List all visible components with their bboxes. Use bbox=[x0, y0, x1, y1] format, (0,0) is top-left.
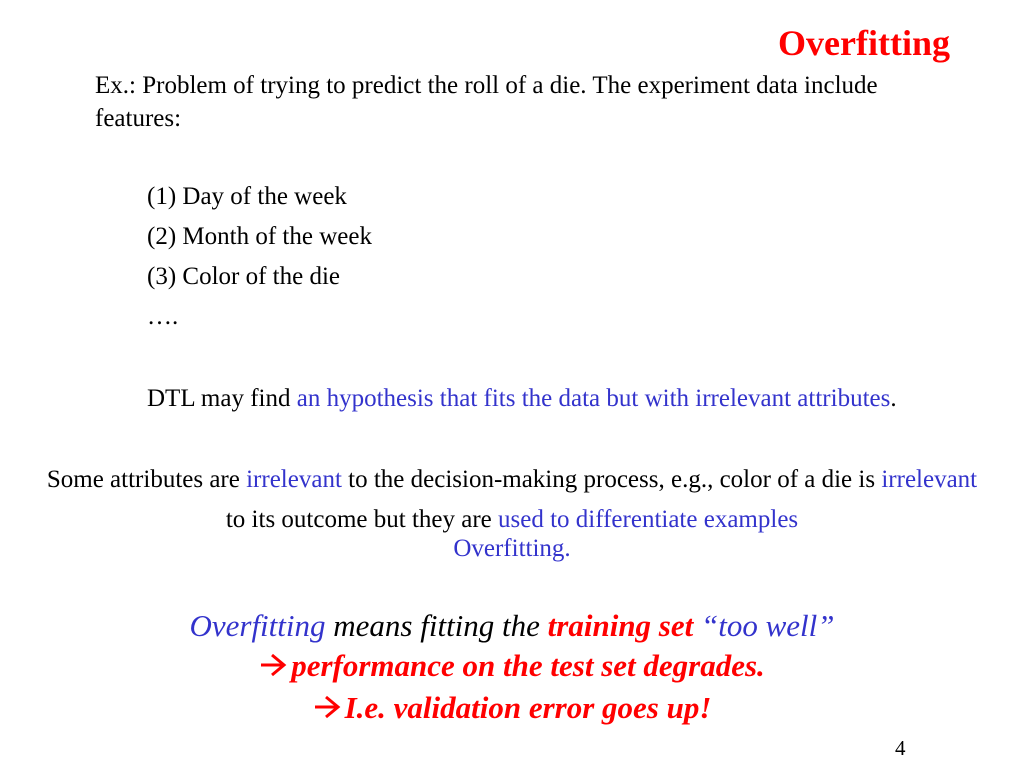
some-text-3: to its outcome but they are bbox=[225, 506, 499, 533]
some-text-2: to the decision-making process, e.g., color of a die is bbox=[341, 466, 882, 493]
feature-item: (3) Color of the die bbox=[147, 263, 341, 290]
definition-text: means fitting the bbox=[325, 608, 548, 643]
used-to-differentiate-text: used to differentiate examples bbox=[498, 506, 799, 533]
overfitting-conclusion-text: Overfitting. bbox=[453, 535, 571, 562]
page-number: 4 bbox=[895, 736, 906, 760]
irrelevant-word: irrelevant bbox=[246, 466, 342, 493]
overfitting-conclusion bbox=[40, 535, 984, 563]
training-set-text: training set bbox=[547, 608, 694, 643]
validation-line bbox=[40, 690, 984, 728]
overfitting-definition bbox=[40, 608, 984, 644]
feature-ellipsis: …. bbox=[147, 303, 179, 330]
overfitting-term: Overfitting bbox=[189, 608, 326, 643]
some-text-1: Some attributes are bbox=[46, 466, 247, 493]
dtl-statement bbox=[147, 382, 907, 416]
irrelevant-word: irrelevant bbox=[881, 466, 978, 493]
slide-title: Overfitting bbox=[778, 23, 950, 63]
right-arrow-icon bbox=[259, 650, 287, 686]
performance-text: performance on the test set degrades. bbox=[291, 648, 765, 683]
feature-item: (2) Month of the week bbox=[147, 223, 372, 250]
right-arrow-icon bbox=[313, 692, 341, 728]
validation-text: I.e. validation error goes up! bbox=[344, 690, 712, 725]
dtl-suffix: . bbox=[890, 385, 897, 412]
too-well-text: “too well” bbox=[693, 608, 835, 643]
performance-line bbox=[40, 648, 984, 686]
irrelevant-attributes-paragraph bbox=[40, 460, 984, 540]
dtl-prefix: DTL may find bbox=[147, 385, 297, 412]
dtl-highlight: an hypothesis that fits the data but with irrelevant attributes bbox=[296, 385, 891, 412]
intro-text: Ex.: Problem of trying to predict the roll of a die. The experiment data include features: bbox=[95, 72, 878, 132]
feature-item: (1) Day of the week bbox=[147, 183, 347, 210]
